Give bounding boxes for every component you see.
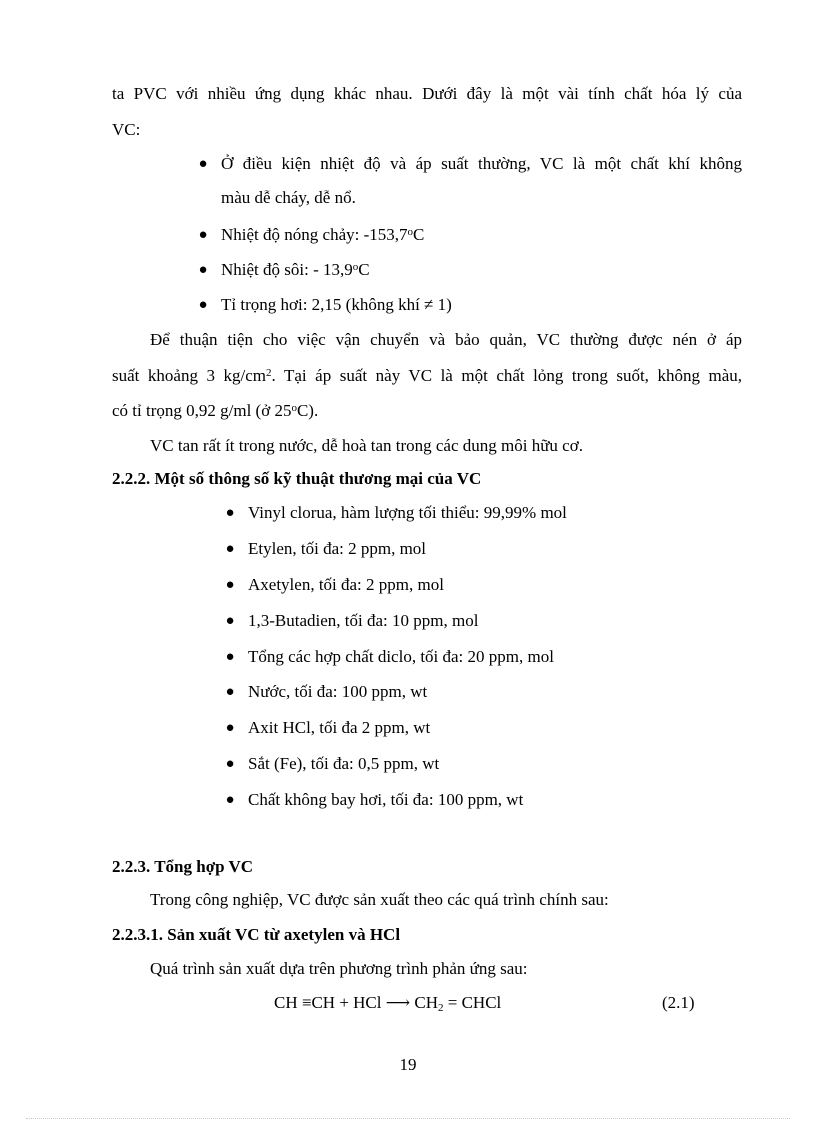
bullet-icon: ● xyxy=(225,613,235,629)
spec-item: Nước, tối đa: 100 ppm, wt xyxy=(248,682,428,701)
section-2-2-3-1-text: Quá trình sản xuất dựa trên phương trình phản ứng sau: xyxy=(150,959,528,978)
storage-line-3: có tỉ trọng 0,92 g/ml (ở 25$^o$C). xyxy=(112,401,319,420)
storage-line-2: suất khoảng 3 $kg/cm^2$. Tại áp suất này VC là một chất lỏng trong suốt, không màu, xyxy=(112,366,743,385)
bullet-icon: ● xyxy=(225,505,235,521)
bullet-icon: ● xyxy=(198,262,208,278)
spec-item: Tổng các hợp chất diclo, tối đa: 20 ppm, mol xyxy=(248,647,554,666)
section-2-2-3-text: Trong công nghiệp, VC được sản xuất theo các quá trình chính sau: xyxy=(150,890,609,909)
page-number: 19 xyxy=(399,1055,417,1074)
property-item-2: Nhiệt độ nóng chảy: -153,7$^o$C xyxy=(221,225,425,244)
bullet-icon: ● xyxy=(198,227,208,243)
bullet-icon: ● xyxy=(198,156,208,172)
section-heading-2-2-2: 2.2.2. Một số thông số kỹ thuật thương mại của VC xyxy=(112,469,482,488)
intro-line-2: VC: xyxy=(112,120,141,139)
solubility-text: VC tan rất ít trong nước, dễ hoà tan trong các dung môi hữu cơ. xyxy=(150,436,583,455)
bullet-icon: ● xyxy=(225,684,235,700)
section-heading-2-2-3-1: 2.2.3.1. Sản xuất VC từ axetylen và HCl xyxy=(112,925,401,944)
bullet-icon: ● xyxy=(225,541,235,557)
bullet-icon: ● xyxy=(225,720,235,736)
spec-item: Axit HCl, tối đa 2 ppm, wt xyxy=(248,718,431,737)
equation-number: (2.1) xyxy=(662,993,695,1012)
intro-line-1: ta PVC với nhiều ứng dụng khác nhau. Dưới đây là một vài tính chất hóa lý của xyxy=(112,84,742,103)
spec-item: Sắt (Fe), tối đa: 0,5 ppm, wt xyxy=(248,754,440,773)
spec-item: 1,3-Butadien, tối đa: 10 ppm, mol xyxy=(248,611,479,630)
bullet-icon: ● xyxy=(225,577,235,593)
property-item-1-line-1: Ở điều kiện nhiệt độ và áp suất thường, VC là một chất khí không xyxy=(221,154,742,173)
storage-line-1: Để thuận tiện cho việc vận chuyển và bảo quản, VC thường được nén ở áp xyxy=(150,330,742,349)
spec-item: Chất không bay hơi, tối đa: 100 ppm, wt xyxy=(248,790,524,809)
section-heading-2-2-3: 2.2.3. Tổng hợp VC xyxy=(112,857,254,876)
property-item-1-line-2: màu dễ cháy, dễ nổ. xyxy=(221,188,356,207)
bullet-icon: ● xyxy=(225,792,235,808)
spec-item: Axetylen, tối đa: 2 ppm, mol xyxy=(248,575,444,594)
spec-item: Vinyl clorua, hàm lượng tối thiểu: 99,99% mol xyxy=(248,503,567,522)
property-item-4: Tỉ trọng hơi: 2,15 (không khí ≠ 1) xyxy=(221,295,452,314)
bullet-icon: ● xyxy=(225,649,235,665)
spec-item: Etylen, tối đa: 2 ppm, mol xyxy=(248,539,427,558)
page-bottom-divider xyxy=(26,1118,790,1119)
chemical-equation: CH ≡CH + HCl ⟶ $CH_2$ = CHCl xyxy=(274,993,502,1014)
bullet-icon: ● xyxy=(198,297,208,313)
property-item-3: Nhiệt độ sôi: - 13,9$^o$C xyxy=(221,260,370,279)
bullet-icon: ● xyxy=(225,756,235,772)
